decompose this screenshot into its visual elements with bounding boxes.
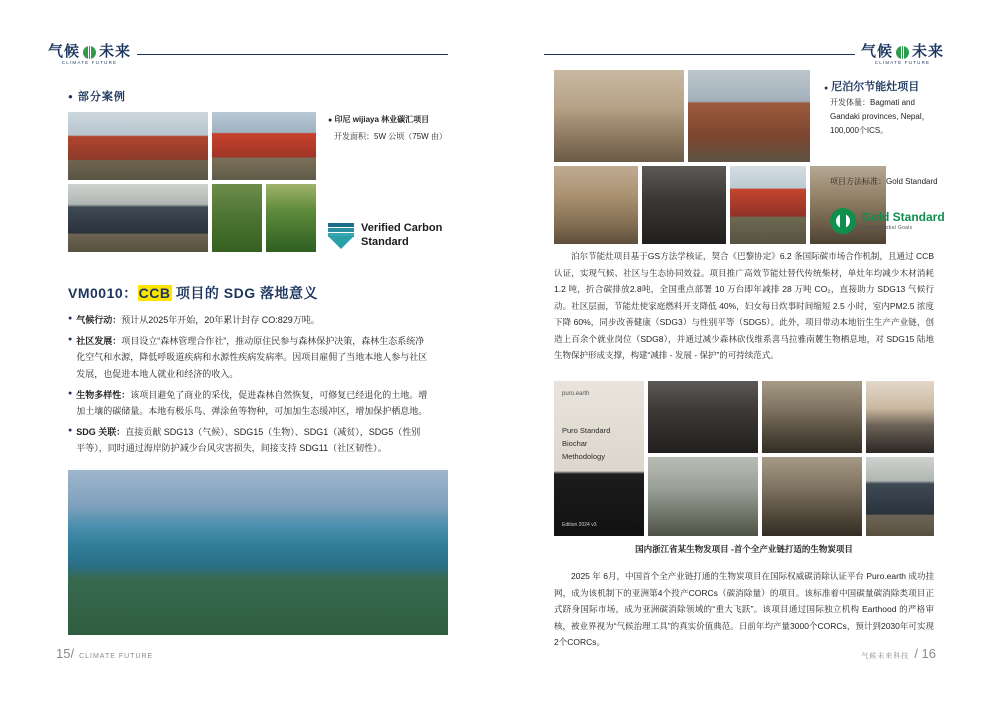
bullet-text: 直接贡献 SDG13（气候）、SDG15（生物）、SDG1（减贫），SDG5（性别平等），同时通过海岸防护减少台风灾害损失，间接支持 SDG11（社区韧性）。 bbox=[76, 426, 421, 454]
list-item bbox=[68, 333, 428, 383]
list-item bbox=[68, 424, 428, 457]
case-photo-group-1 bbox=[68, 112, 208, 180]
nepal-paragraph: 泊尔节能灶项目基于GS方法学核证，契合《巴黎协定》6.2 条国际碳市场合作机制，且通过 CCB 认证，实现气候、社区与生态协同效益。项目推广高效节能灶替代传统柴材，单灶年均减少木材消耗 1.2 吨，折合碳排放2.8吨，全国重点部署 10 万台即年减排 28 万吨 CO₂，直接助力 SDG13 气候行动。社区层面，节能灶使家庭燃料开支降低 40%，妇女每日炊事时间缩短 2.5 小时，室内PM2.5 浓度下降 60%，同步改善健康（SDG3）与性别平等（SDG5）。此外，项目带动本地衍生生产产业链，创造上百余个就业岗位（SDG8），并通过减少森林砍伐维系喜马拉雅南麓生物栖息地，对 SDG15 陆地生物保护形成支撑，构建“减排 - 发展 - 保护”的可持续范式。 bbox=[554, 251, 934, 361]
page-number: / 16 bbox=[914, 646, 936, 661]
bullet-lead: SDG 关联： bbox=[76, 426, 126, 437]
bullet-dot-icon: ● bbox=[68, 389, 73, 397]
bullet-text: 该项目避免了商业的采伐，促进森林自然恢复，可修复已经退化的土地。增加土壤的碳储量。本地有极乐鸟、弹涂鱼等物种，可加加生态缓冲区，增加保护栖息地。 bbox=[76, 389, 428, 417]
vm-heading-highlight: CCB bbox=[138, 285, 171, 301]
brand-logo bbox=[861, 44, 944, 65]
coastal-island-photo bbox=[68, 470, 448, 635]
biochar-workers-photo bbox=[866, 457, 934, 536]
nepal-photo-group bbox=[688, 70, 810, 162]
case-photo-group-3 bbox=[68, 184, 208, 252]
footer-label: CLIMATE FUTURE bbox=[79, 653, 154, 660]
brand-name-cn-part1: 气候 bbox=[48, 43, 81, 60]
nepal-methodology: 项目方法标准：Gold Standard bbox=[830, 177, 938, 186]
section-title-cases: ● 部分案例 bbox=[68, 88, 126, 104]
brand-name-cn-part2: 未来 bbox=[99, 43, 132, 60]
bullet-text: 预计从2025年开始，20年累计封存 CO:829万吨。 bbox=[121, 315, 320, 325]
header-rule bbox=[544, 54, 855, 55]
bullet-lead: 气候行动： bbox=[76, 315, 122, 325]
gold-standard-logo bbox=[830, 208, 945, 234]
page-number: 15/ bbox=[56, 646, 75, 661]
biochar-paragraph: 2025 年 6月，中国首个全产业链打通的生物炭项目在国际权威碳消除认证平台 Puro.earth 成功挂网，成为该机制下的亚洲第4个投产CORCs（碳消除量）的项目。该标准着中国碳量碳消除类项目正式跻身国际市场，成为亚洲碳消除领域的“重大飞跃”。该项目通过国际独立机构 Earthood 的严格审核，被业界视为“气候治理工具”的真实价值典范。日前年均产量3000个CORCs，预计到2030年可实现2个CORCs。 bbox=[554, 571, 934, 648]
bullet-dot-icon: ● bbox=[68, 315, 73, 322]
nepal-photo-community bbox=[730, 166, 806, 244]
brand-name-en: CLIMATE FUTURE bbox=[61, 60, 118, 65]
puro-brand: puro.earth bbox=[562, 391, 590, 397]
globe-icon bbox=[83, 46, 96, 59]
puro-book-line2: Biochar bbox=[562, 438, 588, 448]
right-page-footer bbox=[861, 646, 936, 661]
gold-standard-name: Gold Standard bbox=[862, 210, 945, 225]
vcs-logo bbox=[328, 222, 442, 250]
biochar-pile-photo bbox=[762, 381, 862, 453]
footer-label: 气候未来科技 bbox=[861, 653, 910, 660]
vcs-logo-line1: Verified Carbon bbox=[361, 222, 443, 234]
puro-book-line1: Puro Standard bbox=[562, 426, 611, 435]
header-rule bbox=[137, 54, 448, 55]
case-photo-forest-2 bbox=[266, 184, 316, 252]
vm-heading-prefix: VM0010： bbox=[68, 285, 138, 301]
vm-heading bbox=[68, 283, 318, 303]
biochar-material-photo bbox=[762, 457, 862, 536]
case-photo-forest-1 bbox=[212, 184, 262, 252]
list-item bbox=[68, 312, 428, 329]
bullet-text: 项目设立“森林管理合作社”，推动原住民参与森林保护决策，森林生态系统净化空气和水源，降低呼吸道疾病和水源性疾病发病率。因项目雇佣了当地本地人参与社区发展，也促进本地人就业和经济的收入。 bbox=[76, 335, 428, 379]
case-photo-group-2 bbox=[212, 112, 316, 180]
sdg-bullet-list bbox=[68, 312, 428, 461]
case-caption: ● 印尼 wijiaya 林业碳汇项目 开发面积：5W 公顷（75W 由） bbox=[328, 114, 458, 143]
left-page-header bbox=[48, 44, 448, 65]
bullet-dot-icon: ● bbox=[68, 335, 73, 343]
brand-logo bbox=[48, 44, 131, 65]
case-title: 印尼 wijiaya 林业碳汇项目 bbox=[334, 115, 430, 124]
nepal-project-title: ● 尼泊尔节能灶项目 bbox=[824, 81, 920, 93]
brand-name-cn-part2: 未来 bbox=[911, 43, 944, 60]
puro-standard-book-cover bbox=[554, 381, 644, 536]
vcs-checkmark-icon bbox=[328, 223, 354, 249]
bullet-lead: 社区发展： bbox=[76, 335, 122, 346]
brand-name-en: CLIMATE FUTURE bbox=[874, 60, 931, 65]
case-subtitle: 开发面积：5W 公顷（75W 由） bbox=[334, 131, 447, 141]
nepal-photo-charcoal bbox=[642, 166, 726, 244]
bullet-lead: 生物多样性： bbox=[76, 389, 131, 400]
nepal-meta-line-3: 100,000个ICS。 bbox=[830, 126, 889, 135]
nepal-photo-room bbox=[554, 70, 684, 162]
right-page bbox=[496, 0, 992, 703]
nepal-meta-line-1: 开发体量：Bagmati and bbox=[830, 98, 915, 107]
biochar-hand-photo bbox=[866, 381, 934, 453]
vcs-logo-line2: Standard bbox=[361, 235, 409, 248]
list-item bbox=[68, 387, 428, 420]
puro-book-edition: Edition 2024 v3 bbox=[562, 522, 597, 528]
biochar-caption: 国内浙江省某生物发项目 -首个全产业链打适的生物炭项目 bbox=[635, 544, 853, 554]
right-page-header bbox=[544, 44, 944, 65]
brand-name-cn-part1: 气候 bbox=[860, 43, 893, 60]
nepal-meta-line-2: Gandaki provinces, Nepal， bbox=[830, 112, 930, 121]
vm-heading-suffix: 项目的 SDG 落地意义 bbox=[171, 285, 319, 301]
biochar-closeup-photo bbox=[648, 381, 758, 453]
gold-standard-icon bbox=[830, 208, 856, 234]
gold-standard-tagline: for the Global Goals bbox=[862, 224, 913, 231]
biochar-factory-photo bbox=[648, 457, 758, 536]
nepal-project-meta bbox=[830, 96, 950, 138]
left-page-footer bbox=[56, 646, 153, 661]
globe-icon bbox=[896, 46, 909, 59]
bullet-dot-icon: ● bbox=[68, 426, 73, 434]
nepal-photo-kitchen bbox=[554, 166, 638, 244]
puro-book-line3: Methodology bbox=[562, 451, 605, 461]
